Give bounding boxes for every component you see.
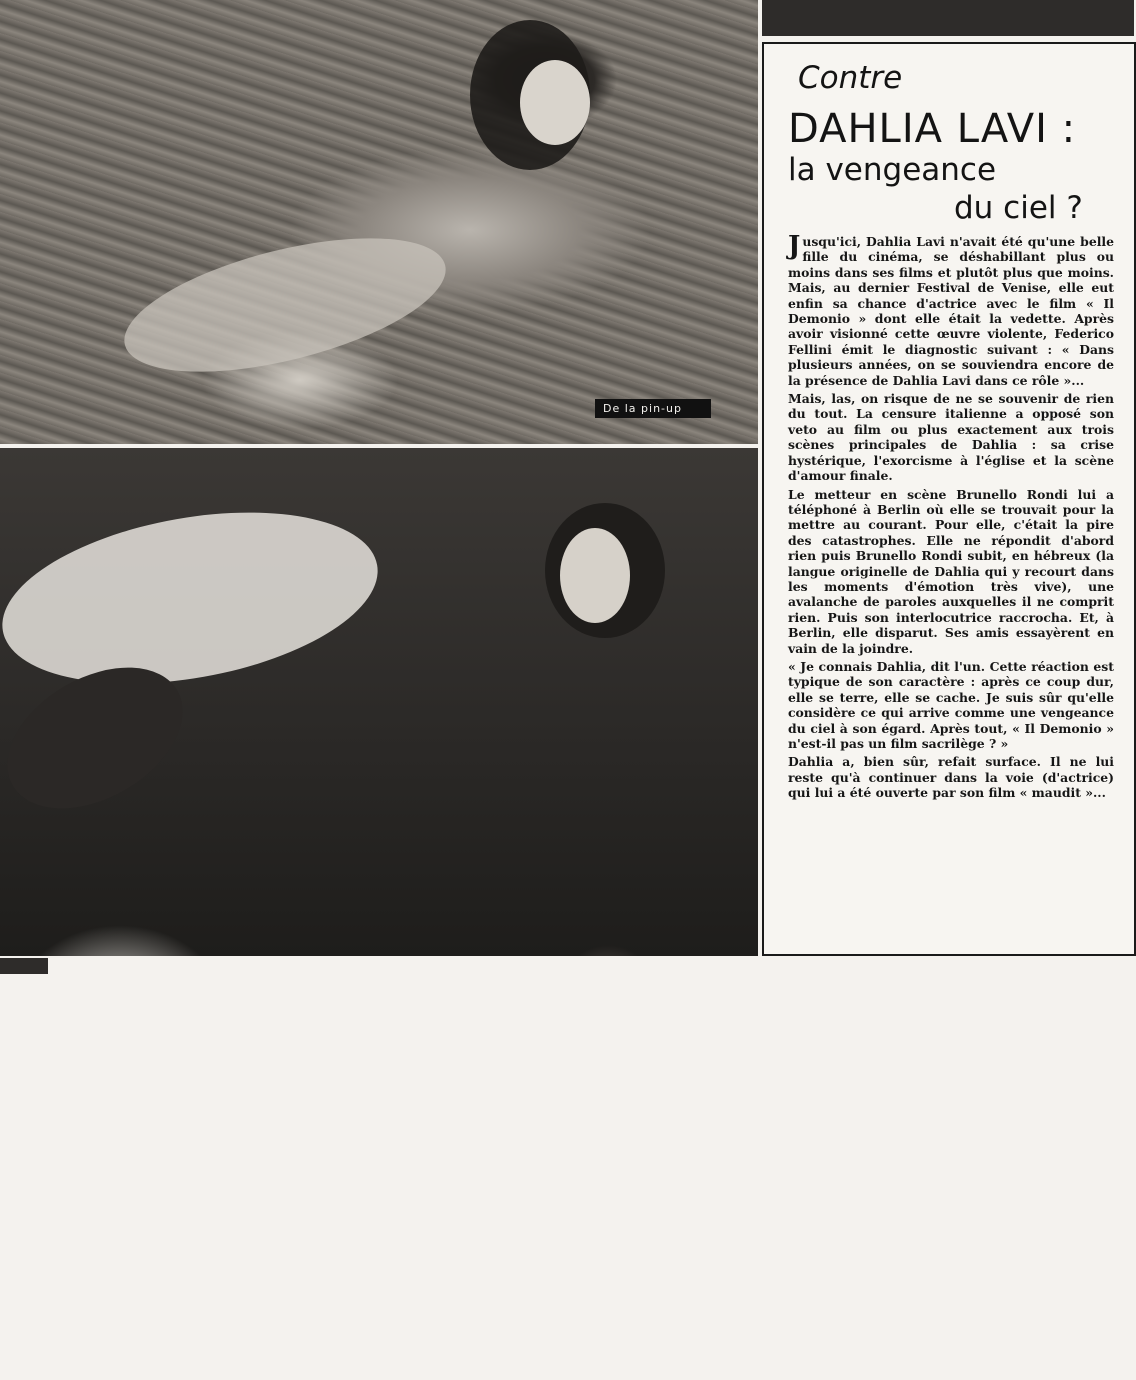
figure-face-shape-2 (560, 528, 630, 623)
paragraph-5: Dahlia a, bien sûr, refait surface. Il ne lui reste qu'à continuer dans la voie (d'actrice) qui lui a été ouverte par son film « maudit »... (788, 754, 1114, 801)
figure-face-shape (520, 60, 590, 145)
headline-kicker: Contre (798, 60, 903, 96)
photo-pin-up (0, 0, 758, 444)
caption-comedienne: à la comédienne. (608, 1364, 719, 1377)
photo-comedienne (0, 448, 758, 1377)
headline (774, 44, 1124, 234)
figure-body-shape (112, 212, 459, 399)
paragraph-4: « Je connais Dahlia, dit l'un. Cette réaction est typique de son caractère : après ce coup dur, elle se terre, elle se cache. Je suis sûr qu'elle considère ce qui arrive comme une vengeance du ciel à son égard. Après tout, « Il Demonio » n'est-il pas un film sacrilège ? » (788, 658, 1114, 751)
headline-line-2: du ciel ? (954, 190, 1083, 226)
paragraph-1 (788, 231, 1114, 388)
article-box (762, 42, 1136, 956)
drop-cap: J (788, 231, 801, 261)
paragraph-1-text: usqu'ici, Dahlia Lavi n'avait été qu'une belle fille du cinéma, se déshabillant plus ou moins dans ses films et plutôt plus que moins. Mais, au dernier Festival de Venise, elle eut enfin sa chance d'actrice avec le film « Il Demonio » dont elle était la vedette. Après avoir visionné cette œuvre violente, Federico Fellini émit le diagnostic suivant : « Dans plusieurs années, on se souviendra encore de la présence de Dahlia Lavi dans ce rôle »... (788, 234, 1114, 388)
figure-shirt-shape (0, 486, 391, 710)
caption-pin-up: De la pin-up (595, 399, 711, 418)
headline-line-1: la vengeance (788, 152, 997, 188)
article-body (788, 231, 1114, 804)
top-dark-strip (762, 0, 1134, 36)
paragraph-3: Le metteur en scène Brunello Rondi lui a téléphoné à Berlin où elle se trouvait pour la mettre au courant. Pour elle, c'était la pire des catastrophes. Elle ne répondit d'abord rien puis Brunello Rondi subit, en hébreux (la langue originelle de Dahlia qui y recourt dans les moments d'émotion très vive), une avalanche de paroles auxquelles il ne comprit rien. Puis son interlocutrice raccrocha. Et, à Berlin, elle disparut. Ses amis essayèrent en vain de la joindre. (788, 486, 1114, 656)
headline-name: DAHLIA LAVI : (788, 106, 1077, 152)
paragraph-2: Mais, las, on risque de ne se souvenir de rien du tout. La censure italienne a opposé son veto au film ou plus exactement aux trois scènes principales de Dahlia : sa crise hystérique, l'exorcisme à l'église et la scène d'amour finale. (788, 391, 1114, 484)
bottom-dark-strip (0, 958, 48, 974)
